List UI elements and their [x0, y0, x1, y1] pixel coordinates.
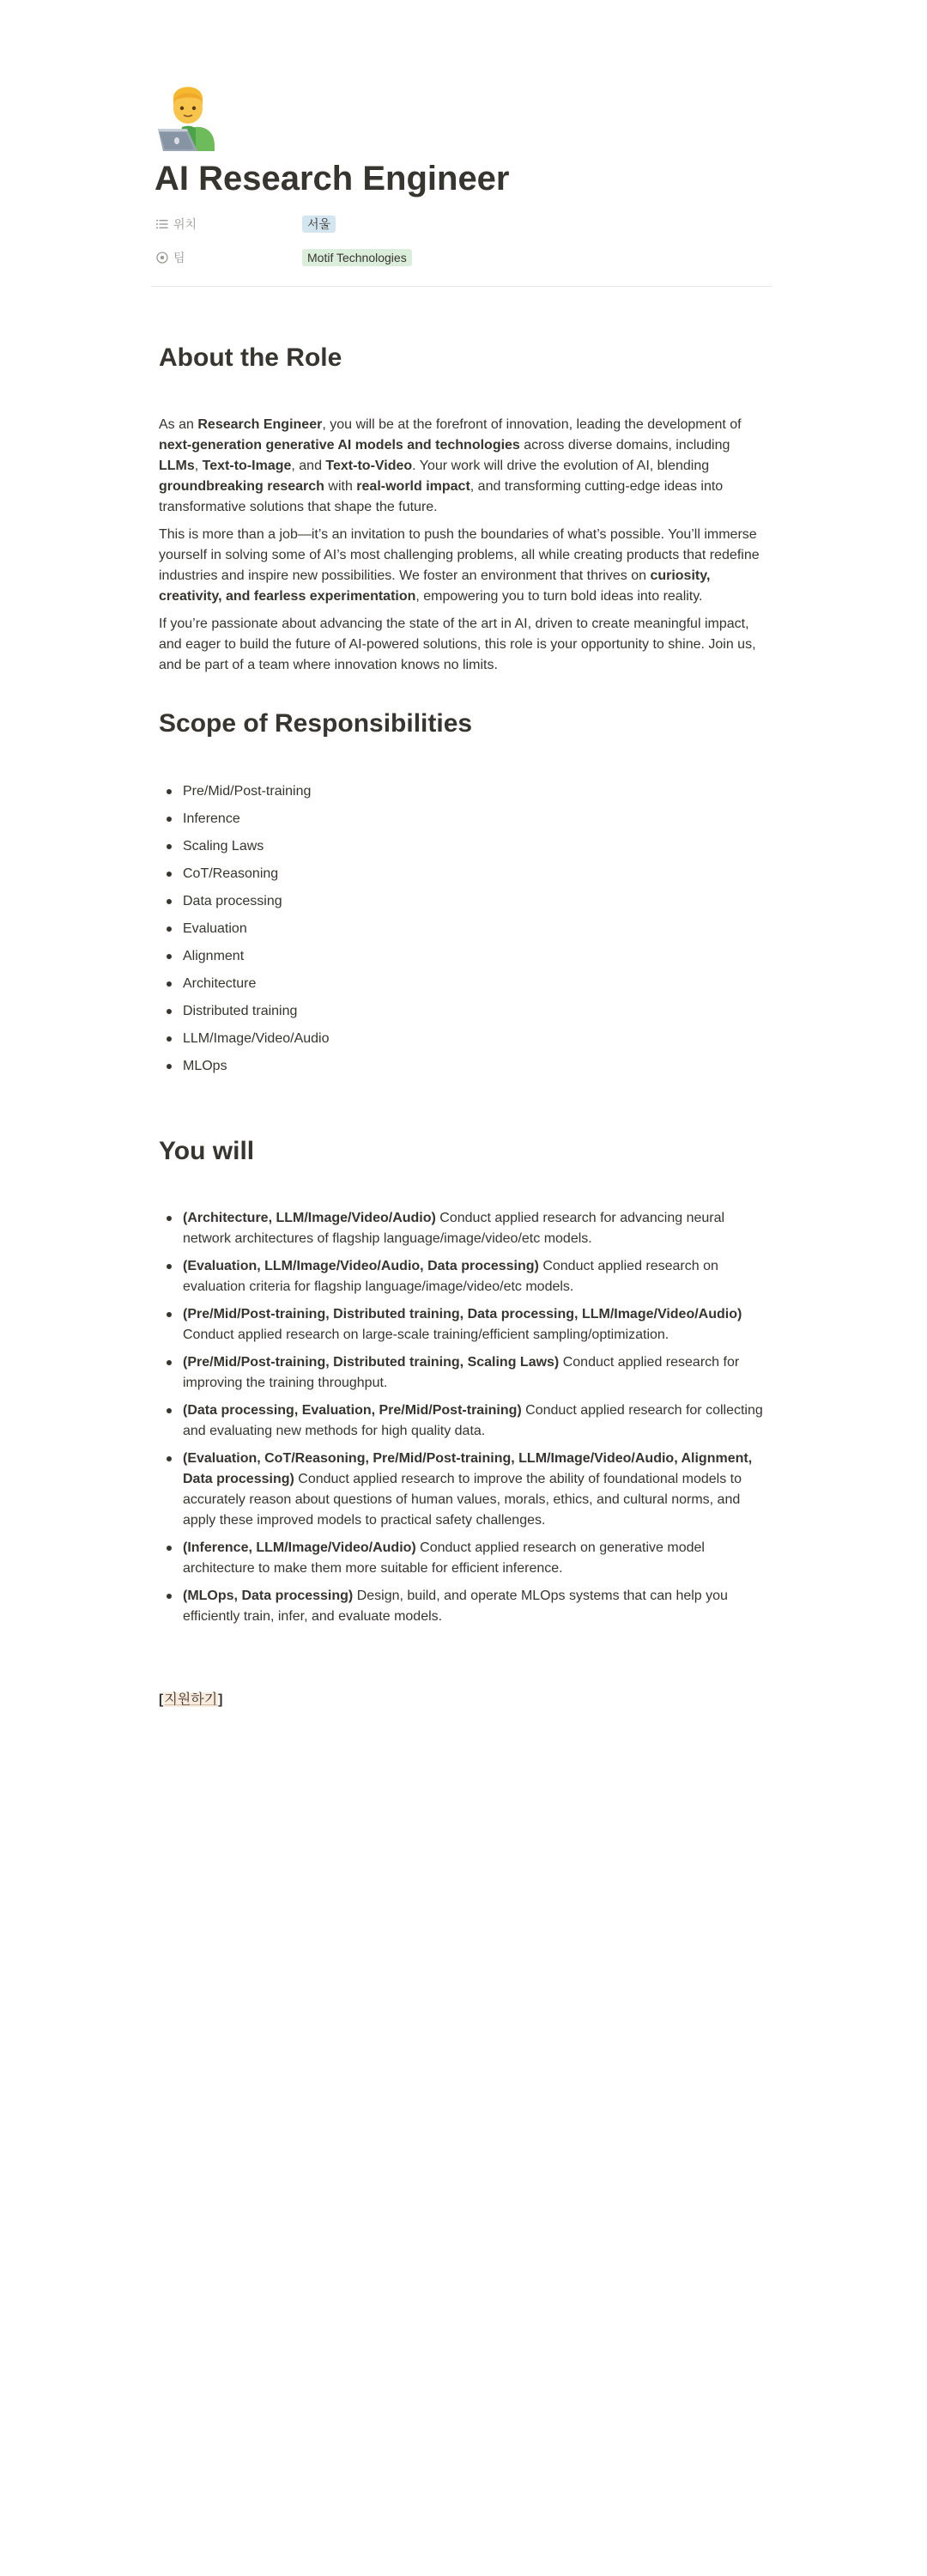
- property-label-text: 위치: [173, 217, 197, 231]
- about-paragraph-1: As an Research Engineer, you will be at the forefront of innovation, leading the development of next-generation generative AI models and technologies across diverse domains, including LLMs, Text-to-Image, and Text-to-Video. Your work will drive the evolution of AI, blending groundbreaking research with real-world impact, and transforming cutting-edge ideas into transformative solutions that shape the future.: [159, 417, 742, 514]
- list-item: (Inference, LLM/Image/Video/Audio) Conduct applied research on generative model architecture to make them more suitable for efficient inference.: [159, 1538, 770, 1579]
- list-item: (Evaluation, LLM/Image/Video/Audio, Data processing) Conduct applied research on evaluation criteria for flagship language/image/video/etc models.: [159, 1256, 770, 1297]
- circle-dot-icon: [156, 252, 168, 264]
- list-item: Inference: [159, 805, 770, 833]
- team-tag[interactable]: Motif Technologies: [302, 249, 412, 266]
- list-item: CoT/Reasoning: [159, 860, 770, 888]
- property-row-location[interactable]: [156, 213, 757, 235]
- list-item: Pre/Mid/Post-training: [159, 778, 770, 805]
- about-paragraph-2: This is more than a job—it’s an invitation to push the boundaries of what’s possible. You’ll immerse yourself in solving some of AI’s most challenging problems, all while creating products that redefine industries and inspire new possibilities. We foster an environment that thrives on curiosity, creativity, and fearless experimentation, empowering you to turn bold ideas into reality.: [159, 527, 760, 604]
- property-label-text: 팀: [173, 251, 185, 264]
- scope-heading: Scope of Responsibilities: [159, 709, 473, 738]
- list-item: MLOps: [159, 1053, 770, 1080]
- properties-divider: [151, 286, 772, 287]
- list-item: Evaluation: [159, 915, 770, 943]
- you-will-heading: You will: [159, 1137, 255, 1165]
- apply-link[interactable]: 지원하기: [164, 1692, 218, 1707]
- scope-list: [159, 778, 770, 1080]
- list-item: (Pre/Mid/Post-training, Distributed training, Scaling Laws) Conduct applied research for improving the training throughput.: [159, 1352, 770, 1394]
- list-item: (Pre/Mid/Post-training, Distributed training, Data processing, LLM/Image/Video/Audio) Conduct applied research on large-scale training/efficient sampling/optimization.: [159, 1304, 770, 1346]
- list-item: (Data processing, Evaluation, Pre/Mid/Post-training) Conduct applied research for collecting and evaluating new methods for high quality data.: [159, 1400, 770, 1442]
- list-item: Architecture: [159, 970, 770, 998]
- property-label: [156, 249, 302, 266]
- location-tag[interactable]: 서울: [302, 216, 336, 233]
- list-icon: [156, 218, 168, 230]
- property-row-team[interactable]: [156, 246, 757, 269]
- list-item: LLM/Image/Video/Audio: [159, 1025, 770, 1053]
- list-item: Data processing: [159, 888, 770, 915]
- about-heading: About the Role: [159, 343, 342, 372]
- page-title: AI Research Engineer: [154, 160, 510, 197]
- list-item: Distributed training: [159, 998, 770, 1025]
- you-will-list: [159, 1208, 770, 1634]
- list-item: Scaling Laws: [159, 833, 770, 860]
- apply-line: [지원하기]: [159, 1692, 223, 1707]
- list-item: (MLOps, Data processing) Design, build, and operate MLOps systems that can help you efficiently train, infer, and evaluate models.: [159, 1586, 770, 1627]
- property-label: [156, 216, 302, 233]
- man-technologist-icon[interactable]: [156, 79, 225, 151]
- about-paragraph-3: If you’re passionate about advancing the state of the art in AI, driven to create meaningful impact, and eager to build the future of AI-powered solutions, this role is your opportunity to shine. Join us, and be part of a team where innovation knows no limits.: [159, 617, 756, 672]
- list-item: (Evaluation, CoT/Reasoning, Pre/Mid/Post-training, LLM/Image/Video/Audio, Alignment, Data processing) Conduct applied research to improve the ability of foundational models to accurately reason about questions of human values, morals, ethics, and cultural norms, and apply these improved models to practical safety challenges.: [159, 1449, 770, 1531]
- list-item: Alignment: [159, 943, 770, 970]
- list-item: (Architecture, LLM/Image/Video/Audio) Conduct applied research for advancing neural network architectures of flagship language/image/video/etc models.: [159, 1208, 770, 1249]
